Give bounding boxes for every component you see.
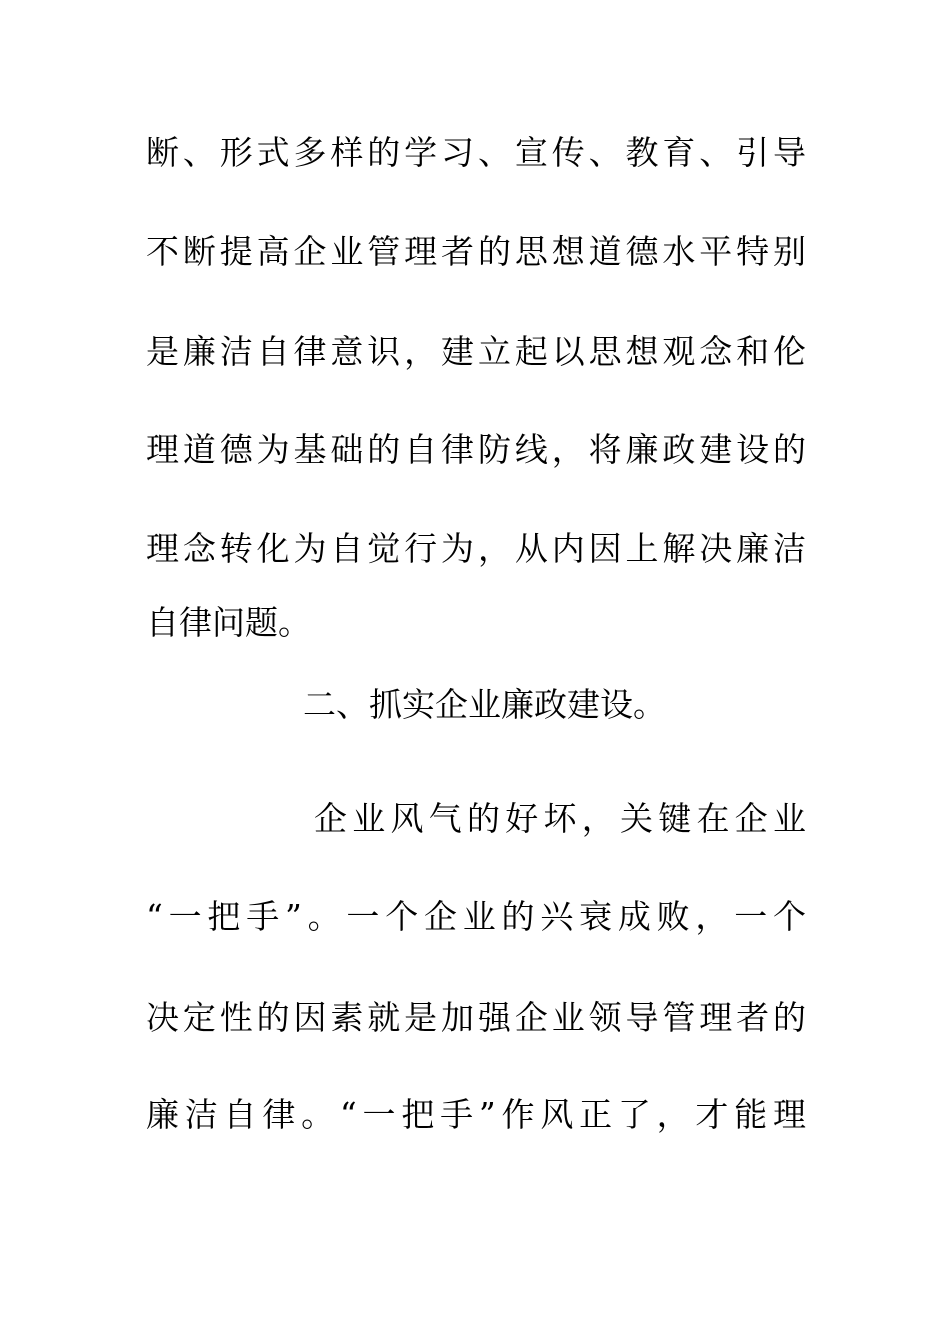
paragraph-1-line-2: 不断提高企业管理者的思想道德水平特别 [146, 232, 806, 271]
paragraph-1-line-3: 是廉洁自律意识，建立起以思想观念和伦 [146, 332, 806, 371]
section-heading: 二、抓实企业廉政建设。 [303, 685, 666, 724]
paragraph-1-line-4: 理道德为基础的自律防线，将廉政建设的 [146, 430, 806, 469]
paragraph-2-line-1: 企业风气的好坏，关键在企业 [314, 799, 806, 838]
paragraph-1-line-6: 自律问题。 [146, 603, 311, 642]
paragraph-2-line-3: 决定性的因素就是加强企业领导管理者的 [146, 998, 806, 1037]
paragraph-1-line-1: 断、形式多样的学习、宣传、教育、引导 [146, 133, 806, 172]
paragraph-1-line-5: 理念转化为自觉行为，从内因上解决廉洁 [146, 529, 806, 568]
paragraph-2-line-2: “一把手”。一个企业的兴衰成败，一个 [146, 897, 806, 936]
paragraph-2-line-4: 廉洁自律。“一把手”作风正了，才能理 [146, 1095, 806, 1134]
